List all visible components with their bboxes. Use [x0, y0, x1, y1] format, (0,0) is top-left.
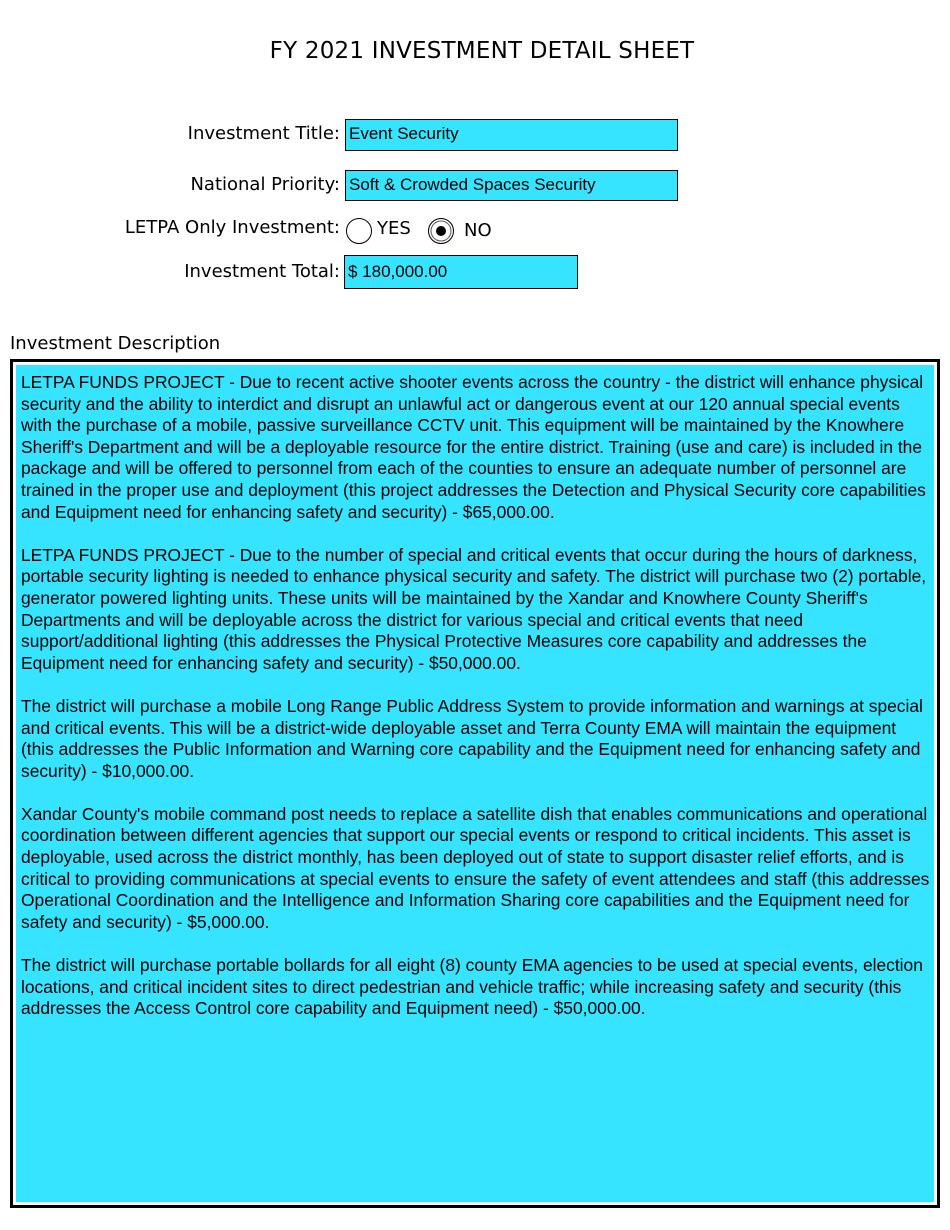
national-priority-label: National Priority:: [190, 174, 340, 195]
letpa-yes-radio[interactable]: [346, 218, 372, 244]
letpa-only-investment-label: LETPA Only Investment:: [124, 217, 340, 238]
national-priority-field[interactable]: Soft & Crowded Spaces Security: [345, 170, 678, 201]
investment-title-field[interactable]: Event Security: [345, 119, 678, 151]
investment-title-label: Investment Title:: [187, 123, 340, 144]
description-paragraph: LETPA FUNDS PROJECT - Due to recent active shooter events across the country - the district will enhance physical security and the ability to interdict and disrupt an unlawful act or dangerous event at our 120 annual special events with the purchase of a mobile, passive surveillance CCTV unit. This equipment will be maintained by the Knowhere Sheriff's Department and will be a deployable resource for the entire district. Training (use and care) is included in the package and will be offered to personnel from each of the counties to ensure an adequate number of personnel are trained in the proper use and deployment (this project addresses the Detection and Physical Security core capabilities and Equipment need for enhancing safety and security) - $65,000.00.: [21, 372, 926, 522]
investment-description-box[interactable]: [10, 359, 940, 1208]
investment-description-textarea[interactable]: [16, 365, 934, 1202]
letpa-yes-label: YES: [377, 218, 411, 239]
description-paragraph: The district will purchase a mobile Long Range Public Address System to provide information and warnings at special and critical events. This will be a district-wide deployable asset and Terra County EMA will maintain the equipment (this addresses the Public Information and Warning core capability and the Equipment need for enhancing safety and security) - $10,000.00.: [21, 695, 923, 781]
investment-total-field[interactable]: $ 180,000.00: [344, 255, 578, 289]
description-paragraph: Xandar County's mobile command post needs to replace a satellite dish that enables communications and operational coordination between different agencies that support our special events or respond to critical incidents. This asset is deployable, used across the district monthly, has been deployed out of state to support disaster relief efforts, and is critical to providing communications at special events to ensure the safety of event attendees and staff (this addresses Operational Coordination and the Intelligence and Information Sharing core capabilities and the Equipment need for safety and security) - $5,000.00.: [21, 803, 930, 932]
description-paragraph: The district will purchase portable bollards for all eight (8) county EMA agencies to be used at special events, election locations, and critical incident sites to direct pedestrian and vehicle traffic; while increasing safety and security (this addresses the Access Control core capability and Equipment need) - $50,000.00.: [21, 955, 923, 1019]
investment-description-label: Investment Description: [10, 333, 221, 354]
page-title: FY 2021 INVESTMENT DETAIL SHEET: [269, 38, 695, 64]
investment-total-label: Investment Total:: [184, 261, 340, 282]
description-paragraph: LETPA FUNDS PROJECT - Due to the number of special and critical events that occur during the hours of darkness, portable security lighting is needed to enhance physical security and safety. The district will purchase two (2) portable, generator powered lighting units. These units will be maintained by the Xandar and Knowhere County Sheriff's Departments and will be deployable across the district for various special and critical events that need support/additional lighting (this addresses the Physical Protective Measures core capability and addresses the Equipment need for enhancing safety and security) - $50,000.00.: [21, 544, 927, 673]
letpa-no-radio[interactable]: [428, 218, 454, 244]
letpa-no-label: NO: [464, 220, 492, 241]
